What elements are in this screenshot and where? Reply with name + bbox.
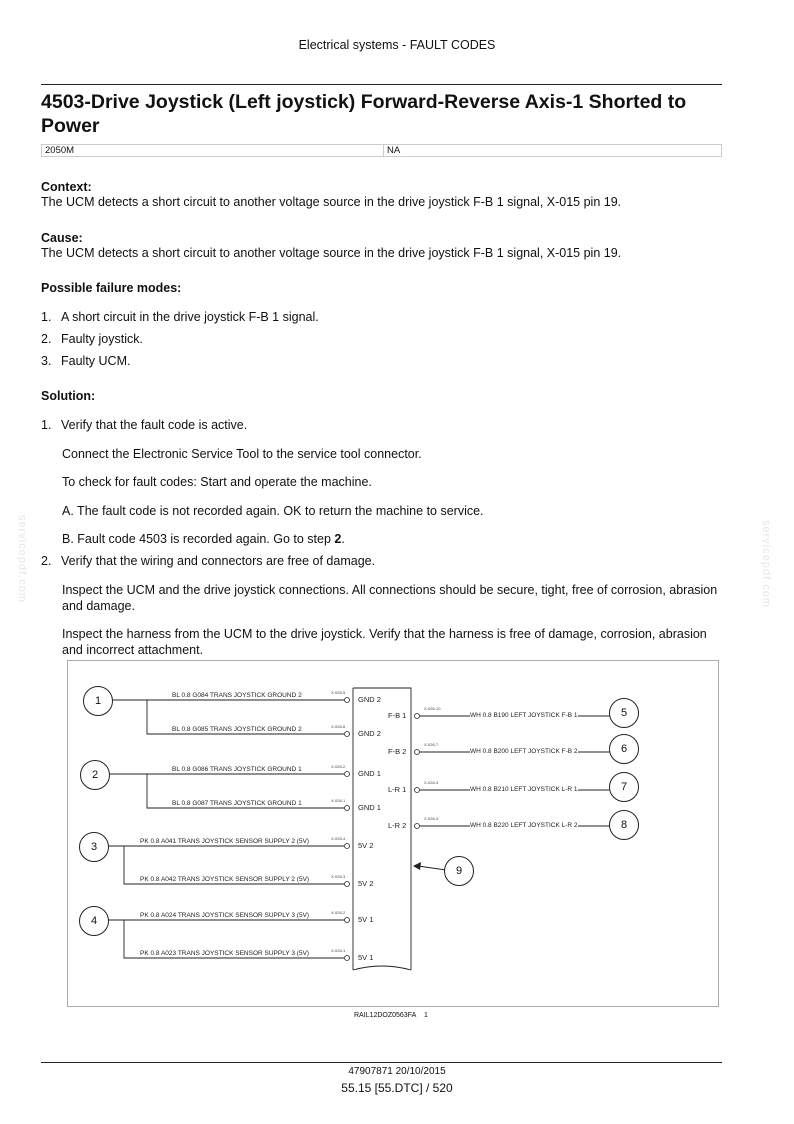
- cause-heading: Cause:: [41, 231, 83, 245]
- wire-label: WH 0.8 B210 LEFT JOYSTICK L-R 1: [470, 786, 578, 793]
- step-text: Verify that the wiring and connectors are free of damage.: [61, 554, 376, 568]
- wire-label: WH 0.8 B200 LEFT JOYSTICK F-B 2: [470, 748, 578, 755]
- connector-id: X-026-3: [331, 874, 346, 879]
- step-link[interactable]: 2: [334, 532, 342, 546]
- connector-id: X-026-4: [331, 836, 346, 841]
- footer-rule: [41, 1062, 722, 1063]
- connector-id: X-026-7: [424, 742, 439, 747]
- step-number: 1.: [41, 418, 52, 432]
- pin-label: 5V 1: [358, 915, 374, 924]
- wire-label: BL 0.8 G084 TRANS JOYSTICK GROUND 2: [172, 692, 302, 699]
- connector-id: X-026-3: [424, 780, 439, 785]
- step2-paragraph: Inspect the UCM and the drive joystick connections. All connections should be secure, tight, free of corrosion, abrasion and damage.: [62, 583, 718, 613]
- step1-paragraph: Connect the Electronic Service Tool to the service tool connector.: [62, 447, 422, 461]
- wire-label: PK 0.8 A023 TRANS JOYSTICK SENSOR SUPPLY 3 (5V): [140, 950, 310, 957]
- step-number: 2.: [41, 554, 52, 568]
- option-b-text: B. Fault code 4503 is recorded again. Go to step: [62, 532, 335, 546]
- step1-option-a: A. The fault code is not recorded again. OK to return the machine to service.: [62, 504, 484, 518]
- connector-id: X-026-1: [331, 798, 346, 803]
- context-heading: Context:: [41, 180, 92, 194]
- pin-label: GND 2: [358, 695, 381, 704]
- watermark-left: servicepdf.com: [16, 515, 28, 603]
- pin-label: GND 1: [358, 769, 381, 778]
- wire-label: WH 0.8 B190 LEFT JOYSTICK F-B 1: [470, 712, 578, 719]
- diagram-reference: [354, 1012, 428, 1019]
- connector-id: X-026-2: [331, 764, 346, 769]
- na-cell: NA: [384, 145, 722, 157]
- callout-8: 8: [609, 810, 639, 840]
- pin-label: GND 1: [358, 803, 381, 812]
- connector-id: X-026-10: [424, 706, 441, 711]
- document-number: 47907871 20/10/2015: [348, 1066, 446, 1077]
- wire-label: WH 0.8 B220 LEFT JOYSTICK L-R 2: [470, 822, 578, 829]
- pin-label: F-B 2: [388, 747, 407, 756]
- wire-label: PK 0.8 A024 TRANS JOYSTICK SENSOR SUPPLY 3 (5V): [140, 912, 310, 919]
- callout-3: 3: [79, 832, 109, 862]
- wire-label: PK 0.8 A041 TRANS JOYSTICK SENSOR SUPPLY 2 (5V): [140, 838, 310, 845]
- callout-4: 4: [79, 906, 109, 936]
- wire-label: BL 0.8 G085 TRANS JOYSTICK GROUND 2: [172, 726, 302, 733]
- pin-label: GND 2: [358, 729, 381, 738]
- context-text: The UCM detects a short circuit to another voltage source in the drive joystick F-B 1 signal, X-015 pin 19.: [41, 195, 622, 209]
- wire-label: BL 0.8 G087 TRANS JOYSTICK GROUND 1: [172, 800, 302, 807]
- model-cell: 2050M: [42, 145, 384, 157]
- connector-id: X-026-2: [331, 910, 346, 915]
- connector-id: X-026-4: [424, 816, 439, 821]
- callout-1: 1: [83, 686, 113, 716]
- callout-2: 2: [80, 760, 110, 790]
- step1-paragraph: To check for fault codes: Start and operate the machine.: [62, 475, 372, 489]
- pin-label: L-R 2: [388, 821, 407, 830]
- callout-6: 6: [609, 734, 639, 764]
- solution-heading: Solution:: [41, 389, 96, 403]
- step2-paragraph: Inspect the harness from the UCM to the drive joystick. Verify that the harness is free of damage, corrosion, abrasion and incorrect attachment.: [62, 627, 707, 657]
- cause-text: The UCM detects a short circuit to another voltage source in the drive joystick F-B 1 signal, X-015 pin 19.: [41, 246, 622, 260]
- callout-9: 9: [444, 856, 474, 886]
- item-text: Faulty UCM.: [61, 354, 131, 368]
- callout-7: 7: [609, 772, 639, 802]
- step-text: Verify that the fault code is active.: [61, 418, 248, 432]
- page-header: Electrical systems - FAULT CODES: [298, 38, 496, 52]
- item-text: A short circuit in the drive joystick F-B 1 signal.: [61, 310, 319, 324]
- callout-5: 5: [609, 698, 639, 728]
- failure-modes-heading: Possible failure modes:: [41, 281, 182, 295]
- item-number: 1.: [41, 310, 52, 324]
- connector-id: X-026-5: [331, 690, 346, 695]
- page-number: 55.15 [55.DTC] / 520: [341, 1081, 453, 1095]
- pin-label: L-R 1: [388, 785, 407, 794]
- pin-label: 5V 2: [358, 841, 374, 850]
- wire-label: BL 0.8 G086 TRANS JOYSTICK GROUND 1: [172, 766, 302, 773]
- item-text: Faulty joystick.: [61, 332, 143, 346]
- connector-id: X-026-1: [331, 948, 346, 953]
- pin-label: 5V 1: [358, 953, 374, 962]
- pin-label: 5V 2: [358, 879, 374, 888]
- option-b-end: .: [341, 532, 345, 546]
- item-number: 2.: [41, 332, 52, 346]
- connector-id: X-026-6: [331, 724, 346, 729]
- watermark-right: servicepdf.com: [760, 520, 772, 608]
- diagram-code: RAIL12DOZ0563FA: [354, 1012, 417, 1019]
- diagram-number: 1: [424, 1012, 428, 1019]
- item-number: 3.: [41, 354, 52, 368]
- pin-label: F-B 1: [388, 711, 407, 720]
- wire-label: PK 0.8 A042 TRANS JOYSTICK SENSOR SUPPLY 2 (5V): [140, 876, 310, 883]
- page-title: 4503-Drive Joystick (Left joystick) Forward-Reverse Axis-1 Shorted to Power: [41, 91, 687, 137]
